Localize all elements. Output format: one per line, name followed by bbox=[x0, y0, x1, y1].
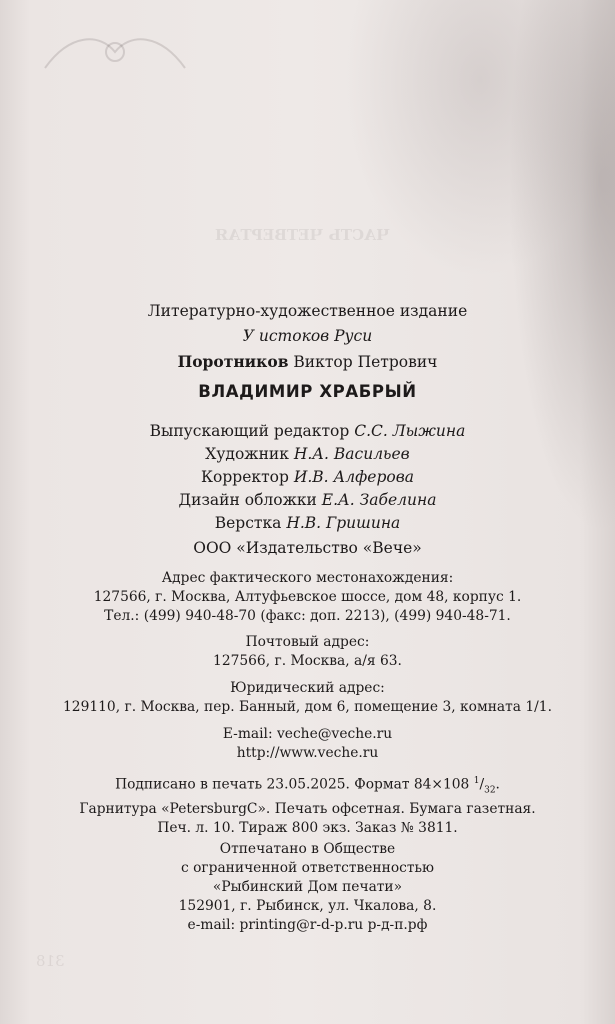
printer-line-3: «Рыбинский Дом печати» bbox=[212, 879, 403, 895]
address-legal-label: Юридический адрес: bbox=[230, 680, 385, 696]
printer-address: 152901, г. Рыбинск, ул. Чкалова, 8. bbox=[178, 898, 437, 914]
credit-artist bbox=[0, 443, 615, 466]
address-actual-label: Адрес фактического местонахождения: bbox=[161, 570, 454, 586]
credit-person: Е.А. Забелина bbox=[321, 491, 437, 509]
credit-layout bbox=[0, 512, 615, 535]
format-fraction-denominator: 32 bbox=[484, 785, 496, 796]
credit-role: Дизайн обложки bbox=[178, 491, 317, 509]
address-actual-line: 127566, г. Москва, Алтуфьевское шоссе, дом 48, корпус 1. bbox=[93, 589, 522, 605]
signed-for-print: Подписано в печать 23.05.2025. Формат 84×108 $^1/_{32}$. bbox=[115, 776, 500, 796]
typeface-info: Гарнитура «PetersburgC». Печать офсетная. Бумага газетная. bbox=[79, 801, 536, 818]
run-info: Печ. л. 10. Тираж 800 экз. Заказ № 3811. bbox=[157, 820, 458, 837]
author-given-name: Виктор Петрович bbox=[293, 353, 438, 371]
show-through-page-number: 318 bbox=[36, 952, 65, 970]
credit-person: Н.А. Васильев bbox=[293, 445, 410, 463]
credit-proofreader bbox=[0, 466, 615, 489]
publisher-name: ООО «Издательство «Вече» bbox=[193, 539, 422, 557]
ornament-show-through-icon bbox=[40, 28, 190, 76]
format-fraction-numerator: 1 bbox=[473, 776, 480, 786]
credit-role: Корректор bbox=[201, 468, 289, 486]
author-line bbox=[0, 350, 615, 374]
imprint-header bbox=[0, 300, 615, 403]
credit-cover-design bbox=[0, 489, 615, 512]
credit-role: Художник bbox=[205, 445, 289, 463]
signed-text: Подписано в печать 23.05.2025. Формат 84×108 bbox=[115, 776, 470, 793]
address-actual bbox=[0, 569, 615, 626]
printer-line-1: Отпечатано в Обществе bbox=[219, 841, 396, 857]
address-legal-line: 129110, г. Москва, пер. Банный, дом 6, помещение 3, комната 1/1. bbox=[63, 699, 552, 715]
edition-type: Литературно-художественное издание bbox=[147, 302, 468, 320]
address-actual-phones: Тел.: (499) 940-48-70 (факс: доп. 2213), (499) 940-48-71. bbox=[104, 608, 511, 624]
print-info bbox=[0, 772, 615, 838]
address-postal-label: Почтовый адрес: bbox=[245, 634, 370, 650]
email-address: E-mail: veche@veche.ru bbox=[222, 726, 393, 742]
credit-role: Выпускающий редактор bbox=[149, 422, 350, 440]
credit-role: Верстка bbox=[214, 514, 282, 532]
address-postal bbox=[0, 633, 615, 671]
credits bbox=[0, 420, 615, 535]
show-through-heading: ЧАСТЬ ЧЕТВЕРТАЯ bbox=[215, 226, 390, 244]
printer-info bbox=[0, 840, 615, 935]
book-title: ВЛАДИМИР ХРАБРЫЙ bbox=[198, 382, 417, 401]
credit-editor bbox=[0, 420, 615, 443]
publisher-name-block bbox=[0, 537, 615, 560]
author-surname: Поротников bbox=[177, 352, 289, 371]
credit-person: И.В. Алферова bbox=[293, 468, 414, 486]
printer-line-2: с ограниченной ответственностью bbox=[180, 860, 435, 876]
credit-person: Н.В. Гришина bbox=[286, 514, 401, 532]
printer-contacts: e-mail: printing@r-d-p.ru р-д-п.рф bbox=[187, 917, 428, 933]
address-postal-line: 127566, г. Москва, а/я 63. bbox=[213, 653, 402, 669]
website-address: http://www.veche.ru bbox=[236, 745, 379, 761]
credit-person: С.С. Лыжина bbox=[354, 422, 466, 440]
contacts bbox=[0, 725, 615, 763]
series-name: У истоков Руси bbox=[242, 327, 373, 345]
address-legal bbox=[0, 679, 615, 717]
